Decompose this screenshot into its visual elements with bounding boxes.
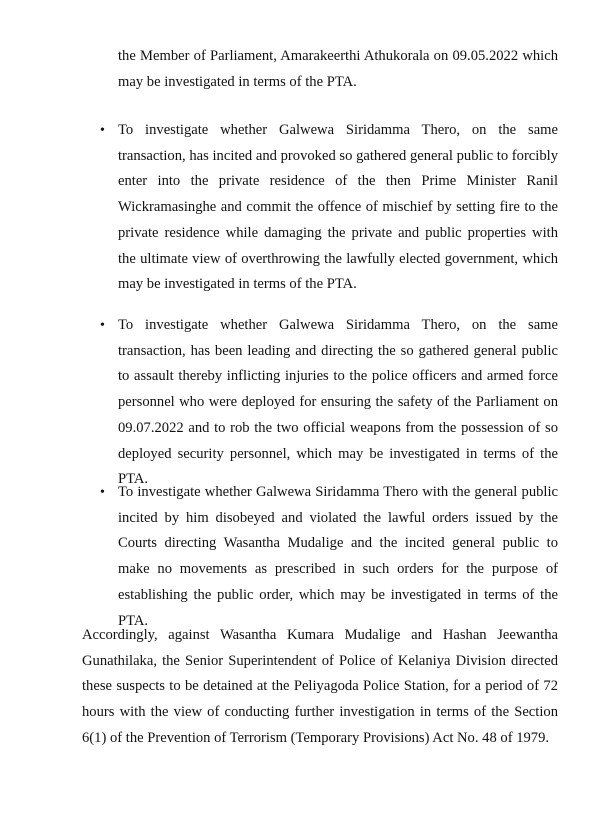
bullet-item-2: [100, 313, 558, 493]
bullet-icon: •: [100, 318, 105, 333]
bullet-text: To investigate whether Galwewa Siridamma Thero with the general public incited by him disobeyed and violated the lawful orders issued by the Courts directing Wasantha Mudalige and the incited general public to make no movements as prescribed in such orders for the purpose of establishing the public order, which may be investigated in terms of the PTA.: [118, 484, 558, 629]
bullet-text: To investigate whether Galwewa Siridamma Thero, on the same transaction, has been leading and directing the so gathered general public to assault thereby inflicting injuries to the police officers and armed force personnel who were deployed for ensuring the safety of the Parliament on 09.07.2022 and to rob the two official weapons from the possession of so deployed security personnel, which may be investigated in terms of the PTA.: [118, 317, 558, 488]
bullet-text: To investigate whether Galwewa Siridamma Thero, on the same transaction, has incited and provoked so gathered general public to forcibly enter into the private residence of the then Prime Minister Ranil Wickramasinghe and commit the offence of mischief by setting fire to the private residence while damaging the private and public properties with the ultimate view of overthrowing the lawfully elected government, which may be investigated in terms of the PTA.: [118, 122, 558, 293]
bullet-icon: •: [100, 123, 105, 138]
lead-paragraph: the Member of Parliament, Amarakeerthi Athukorala on 09.05.2022 which may be investigated in terms of the PTA.: [118, 48, 558, 90]
bullet-item-3: [100, 480, 558, 634]
bullet-item-1: [100, 118, 558, 298]
bullet-icon: •: [100, 485, 105, 500]
closing-paragraph: Accordingly, against Wasantha Kumara Mudalige and Hashan Jeewantha Gunathilaka, the Senior Superintendent of Police of Kelaniya Division directed these suspects to be detained at the Peliyagoda Police Station, for a period of 72 hours with the view of conducting further investigation in terms of the Section 6(1) of the Prevention of Terrorism (Temporary Provisions) Act No. 48 of 1979.: [82, 627, 558, 746]
